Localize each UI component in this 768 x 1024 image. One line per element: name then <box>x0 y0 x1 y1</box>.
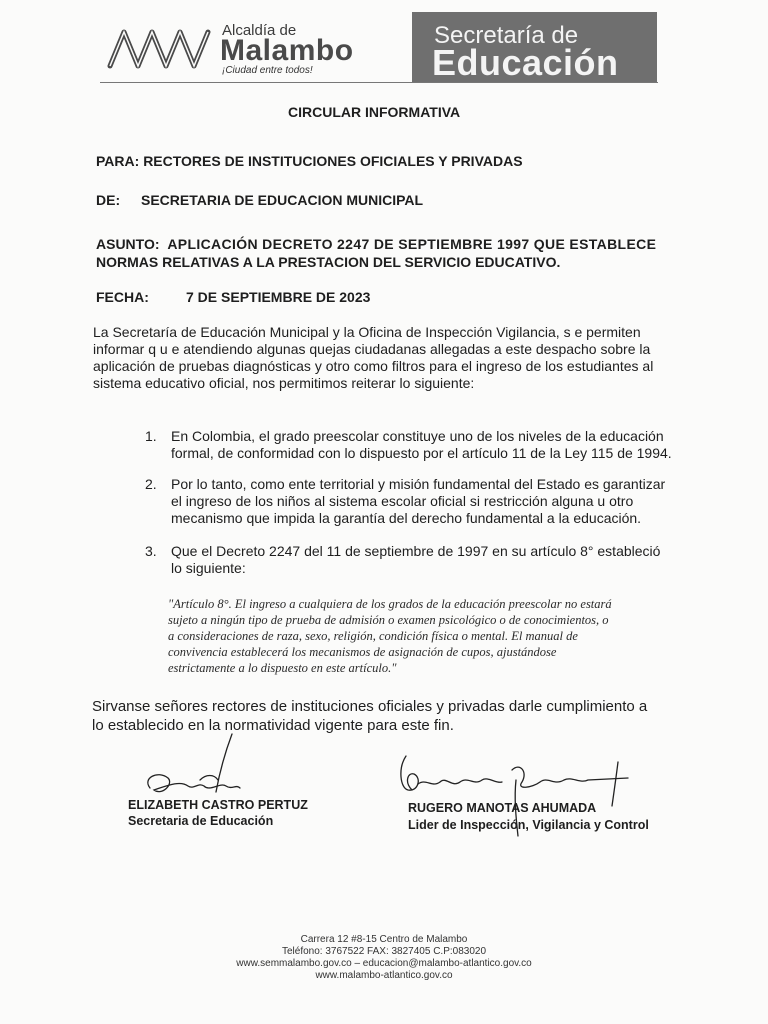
secretaria-label: Secretaría de <box>434 22 579 49</box>
asunto-line1: APLICACIÓN DECRETO 2247 DE SEPTIEMBRE 1997 QUE ESTABLECE <box>167 236 657 252</box>
alcaldia-slogan: ¡Ciudad entre todos! <box>222 65 313 76</box>
signer-role: Lider de Inspección, Vigilancia y Control <box>408 818 649 832</box>
educacion-label: Educación <box>432 42 619 83</box>
signer-name: ELIZABETH CASTRO PERTUZ <box>128 798 308 812</box>
footer-line: Carrera 12 #8-15 Centro de Malambo <box>300 934 468 945</box>
item-line: mecanismo que impida la garantía del derecho fundamental a la educación. <box>171 510 642 526</box>
secretaria-banner <box>412 12 657 82</box>
closing-line: lo establecido en la normatividad vigente para este fin. <box>92 717 454 734</box>
item-line: el ingreso de los niños al sistema escolar oficial si restricción alguna u otro <box>171 493 634 509</box>
footer-line: www.semmalambo.gov.co – educacion@malambo-atlantico.gov.co <box>236 958 532 969</box>
item-number: 1. <box>145 428 157 444</box>
quote-line: "Artículo 8°. El ingreso a cualquiera de los grados de la educación preescolar no estará <box>168 597 612 611</box>
intro-line: La Secretaría de Educación Municipal y la Oficina de Inspección Vigilancia, s e permiten <box>93 324 641 340</box>
footer-address <box>0 934 768 982</box>
quote-line: sujeto a ningún tipo de prueba de admisión o examen psicológico o de conocimientos, o <box>168 613 609 627</box>
item-line: En Colombia, el grado preescolar constituye uno de los niveles de la educación <box>171 428 664 444</box>
intro-line: informar q u e atendiendo algunas quejas ciudadanas allegadas a este despacho sobre la <box>93 341 651 357</box>
de-label: DE: <box>96 192 121 208</box>
signer-role: Secretaria de Educación <box>128 814 274 828</box>
quote-line: convivencia establecerá los mecanismos de asignación de cupos, ajustándose <box>168 645 557 659</box>
item-number: 3. <box>145 543 157 559</box>
quote-line: a consideraciones de raza, sexo, religión, condición física o mental. El manual de <box>168 629 578 643</box>
list-item <box>171 428 672 462</box>
alcaldia-logo-icon <box>104 18 214 74</box>
item-line: lo siguiente: <box>171 560 246 576</box>
para-value: RECTORES DE INSTITUCIONES OFICIALES Y PRIVADAS <box>143 153 523 169</box>
quote-line: estrictamente a lo dispuesto en este artículo." <box>168 661 397 675</box>
malambo-label: Malambo <box>220 34 354 67</box>
decree-quote <box>168 596 612 676</box>
para-row <box>96 153 523 170</box>
item-line: Por lo tanto, como ente territorial y misión fundamental del Estado es garantizar <box>171 476 666 492</box>
list-item <box>171 543 660 577</box>
alcaldia-label: Alcaldía de <box>222 22 297 39</box>
closing-line: Sirvanse señores rectores de instituciones oficiales y privadas darle cumplimiento a <box>92 698 648 715</box>
intro-line: aplicación de pruebas diagnósticas y otro como filtros para el ingreso de los estudiantes al <box>93 358 654 374</box>
document-title: CIRCULAR INFORMATIVA <box>288 104 461 120</box>
para-label: PARA: <box>96 153 140 169</box>
footer-line: Teléfono: 3767522 FAX: 3827405 C.P:083020 <box>281 946 487 957</box>
asunto-row <box>96 236 656 253</box>
de-value: SECRETARIA DE EDUCACION MUNICIPAL <box>141 192 424 208</box>
item-line: Que el Decreto 2247 del 11 de septiembre de 1997 en su artículo 8° estableció <box>171 543 661 559</box>
fecha-value: 7 DE SEPTIEMBRE DE 2023 <box>186 289 371 305</box>
footer-line: www.malambo-atlantico.gov.co <box>315 970 453 981</box>
intro-line: sistema educativo oficial, nos permitimos reiterar lo siguiente: <box>93 375 475 391</box>
header-divider <box>100 82 658 83</box>
signer-name: RUGERO MANOTAS AHUMADA <box>408 801 597 815</box>
intro-paragraph <box>93 324 663 392</box>
asunto-line2: NORMAS RELATIVAS A LA PRESTACION DEL SERVICIO EDUCATIVO. <box>96 254 561 270</box>
asunto-label: ASUNTO: <box>96 236 160 252</box>
fecha-label: FECHA: <box>96 289 149 305</box>
list-item <box>171 476 665 527</box>
item-number: 2. <box>145 476 157 492</box>
item-line: formal, de conformidad con lo dispuesto por el artículo 11 de la Ley 115 de 1994. <box>171 445 672 461</box>
